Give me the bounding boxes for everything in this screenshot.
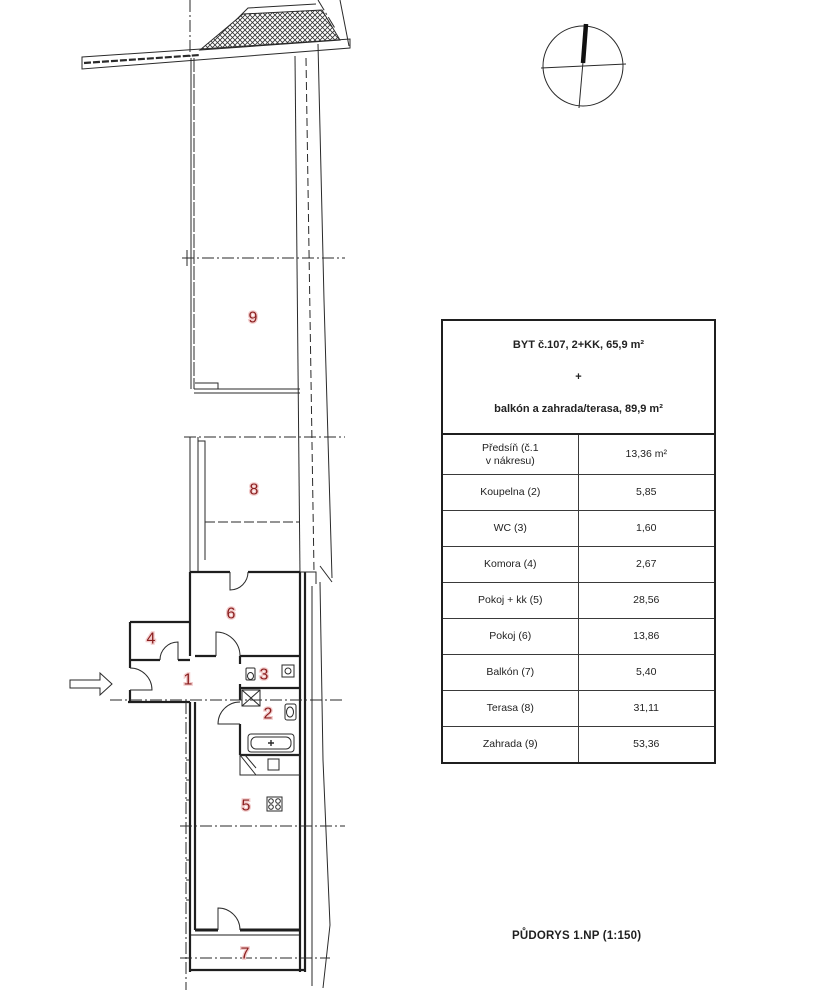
facade-link: [320, 566, 332, 582]
room-name-cell: Zahrada (9): [442, 727, 578, 764]
garden-right-edge: [295, 56, 300, 575]
room-name-cell: Komora (4): [442, 547, 578, 583]
garden-notch: [195, 383, 218, 389]
toilet-icon: [246, 668, 255, 680]
area-cell: 28,56: [578, 583, 715, 619]
room-label-room: 6: [226, 605, 236, 623]
area-cell: 1,60: [578, 511, 715, 547]
area-cell: 5,85: [578, 475, 715, 511]
terrace-outline: [184, 437, 345, 572]
door-hall-room6: [216, 632, 240, 656]
toilet-icon: [285, 704, 296, 720]
table-row: [442, 475, 715, 511]
shower-icon: [242, 690, 260, 706]
terrace-corner: [198, 441, 205, 452]
door-storage: [160, 642, 178, 660]
room-label-wc: 3: [259, 666, 269, 684]
table-header: [442, 320, 715, 434]
door-bathroom: [218, 702, 240, 724]
area-cell: 13,86: [578, 619, 715, 655]
room-label-terrace: 8: [249, 481, 259, 499]
room-labels: [147, 310, 273, 963]
sink-icon: [268, 759, 279, 770]
table-row: [442, 619, 715, 655]
room-label-garden: 9: [248, 309, 258, 327]
garden-right-dashed: [306, 58, 314, 572]
roof-slope: [82, 0, 350, 69]
table-row: [442, 583, 715, 619]
table-row: [442, 547, 715, 583]
room-name-cell: WC (3): [442, 511, 578, 547]
room-name-cell: Koupelna (2): [442, 475, 578, 511]
drawing-title: PŮDORYS 1.NP (1:150): [512, 930, 642, 942]
table-row: [442, 691, 715, 727]
garden-boundary: [182, 0, 345, 578]
room-name-cell: Pokoj + kk (5): [442, 583, 578, 619]
right-outer-wall: [300, 572, 305, 972]
garden-outer-edge: [318, 44, 332, 578]
room-name-cell: Terasa (8): [442, 691, 578, 727]
table-row: [442, 655, 715, 691]
table-header-row: [442, 320, 715, 434]
room-label-storage: 4: [146, 630, 156, 648]
area-cell: 13,36 m²: [578, 434, 715, 475]
axis-lines: [110, 700, 345, 990]
header-outdoor-title: balkón a zahrada/terasa, 89,9 m²: [494, 403, 663, 415]
north-arrow-icon: [541, 24, 626, 108]
entrance-arrow-icon: [70, 673, 112, 695]
area-cell: 31,11: [578, 691, 715, 727]
table-row: [442, 434, 715, 475]
door-entrance: [130, 668, 152, 690]
room-name-cell: Předsíň (č.1 v nákresu): [442, 434, 578, 475]
bathtub-icon: [248, 734, 294, 752]
header-plus: +: [575, 371, 582, 383]
facade-outer-line: [320, 582, 330, 988]
table-row: [442, 511, 715, 547]
stove-icon: [267, 797, 282, 811]
room-label-hall: 1: [183, 671, 193, 689]
room-name-cell: Pokoj (6): [442, 619, 578, 655]
facade-corner: [300, 572, 316, 584]
room-label-living-kitchen: 5: [241, 797, 251, 815]
door-balcony: [218, 908, 240, 930]
door-terrace-room6: [230, 572, 248, 590]
area-cell: 53,36: [578, 727, 715, 764]
room-label-balcony: 7: [240, 945, 250, 963]
kitchen-counter: [240, 755, 300, 775]
room-label-bathroom: 2: [263, 705, 273, 723]
header-apartment-title: BYT č.107, 2+KK, 65,9 m²: [512, 339, 645, 351]
table-row: [442, 727, 715, 764]
apartment-area-table: [441, 319, 716, 764]
sink-icon: [282, 665, 294, 677]
room-name-cell: Balkón (7): [442, 655, 578, 691]
area-cell: 5,40: [578, 655, 715, 691]
area-cell: 2,67: [578, 547, 715, 583]
left-outer-wall: [190, 702, 195, 972]
